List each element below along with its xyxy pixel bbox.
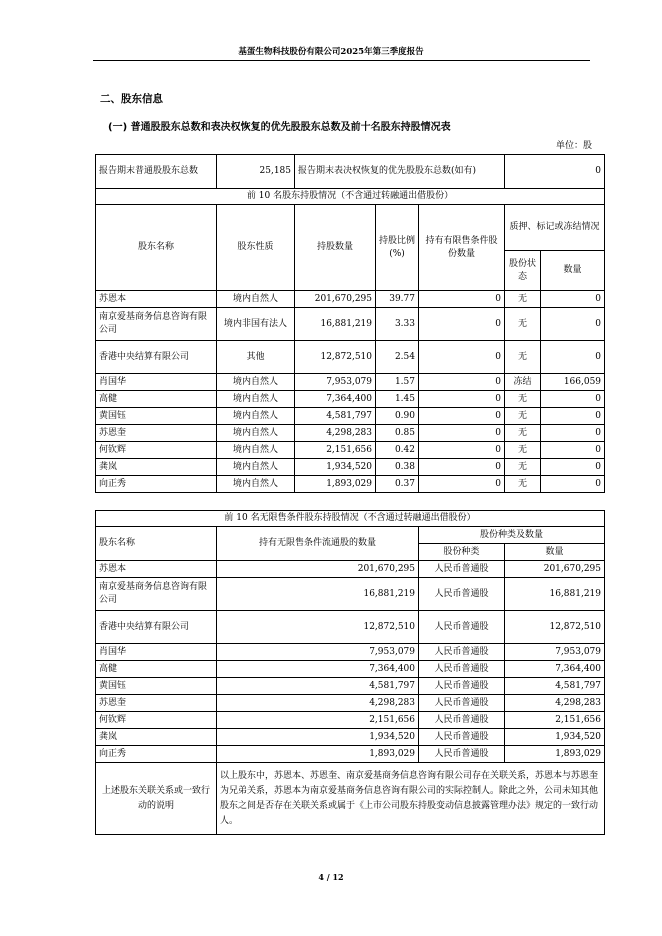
- table-row: [96, 408, 605, 425]
- shares-held: 12,872,510: [295, 341, 376, 374]
- unrestricted-caption: 前 10 名无限售条件股东持股情况（不含通过转融通出借股份）: [96, 511, 605, 527]
- holding-ratio: 0.42: [376, 442, 419, 459]
- restricted-shares: 0: [419, 341, 505, 374]
- shareholder-nature: 境内自然人: [217, 425, 295, 442]
- pledge-status: 无: [505, 442, 541, 459]
- pledge-status: 无: [505, 408, 541, 425]
- summary-row: [96, 155, 605, 189]
- unrestricted-shares: 201,670,295: [217, 561, 419, 578]
- common-holders-label: 报告期末普通股股东总数: [96, 155, 217, 189]
- u-col-header-shares: 持有无限售条件流通股的数量: [217, 527, 419, 561]
- relation-note-label: 上述股东关联关系或一致行动的说明: [96, 763, 217, 835]
- restricted-shares: 0: [419, 408, 505, 425]
- pledge-status: 冻结: [505, 374, 541, 391]
- share-type: 人民币普通股: [419, 712, 505, 729]
- share-type: 人民币普通股: [419, 746, 505, 763]
- unrestricted-shares: 4,298,283: [217, 695, 419, 712]
- pledge-quantity: 0: [541, 442, 605, 459]
- pledge-quantity: 0: [541, 408, 605, 425]
- holding-ratio: 0.85: [376, 425, 419, 442]
- shareholder-nature: 境内自然人: [217, 442, 295, 459]
- shareholder-name: 苏恩奎: [96, 695, 217, 712]
- shareholder-name: 黄国钰: [96, 678, 217, 695]
- table-row: [96, 374, 605, 391]
- u-col-header-type-group: 股份种类及数量: [419, 527, 605, 544]
- shares-held: 1,893,029: [295, 476, 376, 493]
- shareholder-nature: 境内自然人: [217, 291, 295, 308]
- pledge-quantity: 0: [541, 291, 605, 308]
- common-holders-value: 25,185: [217, 155, 295, 189]
- col-header-pledge: 质押、标记或冻结情况: [505, 205, 605, 251]
- col-header-pledge-status: 股份状态: [505, 251, 541, 291]
- share-quantity: 7,364,400: [505, 661, 605, 678]
- share-type: 人民币普通股: [419, 695, 505, 712]
- pledge-quantity: 166,059: [541, 374, 605, 391]
- pledge-status: 无: [505, 459, 541, 476]
- unrestricted-shares: 4,581,797: [217, 678, 419, 695]
- unrestricted-shares: 2,151,656: [217, 712, 419, 729]
- holding-ratio: 39.77: [376, 291, 419, 308]
- table-row: [96, 442, 605, 459]
- page-number: 4 / 12: [318, 872, 344, 882]
- unrestricted-shares: 1,893,029: [217, 746, 419, 763]
- share-type: 人民币普通股: [419, 644, 505, 661]
- share-quantity: 4,581,797: [505, 678, 605, 695]
- restricted-shares: 0: [419, 442, 505, 459]
- share-type: 人民币普通股: [419, 678, 505, 695]
- shareholder-nature: 境内非国有法人: [217, 308, 295, 341]
- pledge-status: 无: [505, 341, 541, 374]
- restricted-shares: 0: [419, 476, 505, 493]
- shares-held: 1,934,520: [295, 459, 376, 476]
- table-row: [96, 291, 605, 308]
- shareholder-name: 黄国钰: [96, 408, 217, 425]
- restricted-shares: 0: [419, 391, 505, 408]
- table-row: [96, 644, 605, 661]
- share-type: 人民币普通股: [419, 611, 505, 644]
- holding-ratio: 0.90: [376, 408, 419, 425]
- shareholder-nature: 境内自然人: [217, 374, 295, 391]
- share-quantity: 1,893,029: [505, 746, 605, 763]
- pledge-status: 无: [505, 391, 541, 408]
- col-header-nature: 股东性质: [217, 205, 295, 291]
- shareholder-name: 何钦辉: [96, 712, 217, 729]
- shareholder-name: 苏恩奎: [96, 425, 217, 442]
- shareholder-nature: 境内自然人: [217, 391, 295, 408]
- share-quantity: 12,872,510: [505, 611, 605, 644]
- unrestricted-shareholders-table: [95, 510, 605, 835]
- pledge-status: 无: [505, 476, 541, 493]
- share-quantity: 1,934,520: [505, 729, 605, 746]
- share-type: 人民币普通股: [419, 561, 505, 578]
- restricted-shares: 0: [419, 425, 505, 442]
- share-quantity: 7,953,079: [505, 644, 605, 661]
- col-header-shares: 持股数量: [295, 205, 376, 291]
- restricted-shares: 0: [419, 374, 505, 391]
- section-title: 二、股东信息: [100, 93, 163, 105]
- share-quantity: 2,151,656: [505, 712, 605, 729]
- holding-ratio: 0.38: [376, 459, 419, 476]
- col-header-ratio: 持股比例(%): [376, 205, 419, 291]
- share-quantity: 16,881,219: [505, 578, 605, 611]
- pledge-quantity: 0: [541, 391, 605, 408]
- pledge-status: 无: [505, 425, 541, 442]
- subsection-title: (一) 普通股股东总数和表决权恢复的优先股股东总数及前十名股东持股情况表: [108, 122, 451, 133]
- col-header-name: 股东名称: [96, 205, 217, 291]
- shareholder-name: 肖国华: [96, 644, 217, 661]
- table-row: [96, 661, 605, 678]
- table-row: [96, 611, 605, 644]
- shareholder-name: 苏恩本: [96, 561, 217, 578]
- preferred-holders-label: 报告期末表决权恢复的优先股股东总数(如有): [295, 155, 505, 189]
- table-row: [96, 746, 605, 763]
- table-row: [96, 391, 605, 408]
- shareholder-name: 高健: [96, 661, 217, 678]
- table-row: [96, 459, 605, 476]
- holding-ratio: 3.33: [376, 308, 419, 341]
- col-header-restricted: 持有有限售条件股份数量: [419, 205, 505, 291]
- shares-held: 4,298,283: [295, 425, 376, 442]
- pledge-quantity: 0: [541, 308, 605, 341]
- table-row: [96, 425, 605, 442]
- share-type: 人民币普通股: [419, 729, 505, 746]
- share-quantity: 201,670,295: [505, 561, 605, 578]
- share-type: 人民币普通股: [419, 578, 505, 611]
- table-row: [96, 561, 605, 578]
- unrestricted-shares: 7,953,079: [217, 644, 419, 661]
- pledge-status: 无: [505, 308, 541, 341]
- share-type: 人民币普通股: [419, 661, 505, 678]
- holding-ratio: 0.37: [376, 476, 419, 493]
- unrestricted-shares: 16,881,219: [217, 578, 419, 611]
- table-row: [96, 308, 605, 341]
- restricted-shares: 0: [419, 291, 505, 308]
- unrestricted-shares: 1,934,520: [217, 729, 419, 746]
- unrestricted-shares: 12,872,510: [217, 611, 419, 644]
- shareholder-name: 南京爱基商务信息咨询有限公司: [96, 308, 217, 341]
- report-header: 基蛋生物科技股份有限公司2025年第三季度报告: [238, 47, 424, 57]
- col-header-pledge-qty: 数量: [541, 251, 605, 291]
- relation-note-text: 以上股东中，苏恩本、苏恩奎、南京爱基商务信息咨询有限公司存在关联关系，苏恩本与苏恩奎为兄弟关系，苏恩本为南京爱基商务信息咨询有限公司的实际控制人。除此之外，公司未知其他股东之间是否存在关联关系或属于《上市公司股东持股变动信息披露管理办法》规定的一致行动人。: [217, 763, 605, 835]
- holding-ratio: 1.45: [376, 391, 419, 408]
- holding-ratio: 1.57: [376, 374, 419, 391]
- table-row: [96, 678, 605, 695]
- u-col-header-type: 股份种类: [419, 544, 505, 561]
- shareholder-name: 向正秀: [96, 746, 217, 763]
- top10-shareholders-table: [95, 154, 605, 493]
- restricted-shares: 0: [419, 459, 505, 476]
- holding-ratio: 2.54: [376, 341, 419, 374]
- shareholder-name: 香港中央结算有限公司: [96, 611, 217, 644]
- shareholder-name: 龚岚: [96, 729, 217, 746]
- pledge-quantity: 0: [541, 459, 605, 476]
- u-col-header-name: 股东名称: [96, 527, 217, 561]
- shareholder-name: 高健: [96, 391, 217, 408]
- u-col-header-qty: 数量: [505, 544, 605, 561]
- share-quantity: 4,298,283: [505, 695, 605, 712]
- table-row: [96, 729, 605, 746]
- restricted-shares: 0: [419, 308, 505, 341]
- shareholder-name: 龚岚: [96, 459, 217, 476]
- shareholder-nature: 境内自然人: [217, 459, 295, 476]
- shares-held: 4,581,797: [295, 408, 376, 425]
- unrestricted-shares: 7,364,400: [217, 661, 419, 678]
- pledge-status: 无: [505, 291, 541, 308]
- table-row: [96, 578, 605, 611]
- shares-held: 201,670,295: [295, 291, 376, 308]
- shareholder-nature: 境内自然人: [217, 408, 295, 425]
- shareholder-name: 肖国华: [96, 374, 217, 391]
- pledge-quantity: 0: [541, 341, 605, 374]
- table-row: [96, 341, 605, 374]
- shares-held: 7,953,079: [295, 374, 376, 391]
- shareholder-name: 何钦辉: [96, 442, 217, 459]
- header-rule: [93, 60, 590, 61]
- pledge-quantity: 0: [541, 476, 605, 493]
- shareholder-nature: 境内自然人: [217, 476, 295, 493]
- shares-held: 2,151,656: [295, 442, 376, 459]
- unit-label: 单位：股: [555, 141, 592, 151]
- preferred-holders-value: 0: [505, 155, 605, 189]
- shareholder-name: 向正秀: [96, 476, 217, 493]
- shares-held: 7,364,400: [295, 391, 376, 408]
- table-row: [96, 695, 605, 712]
- shareholder-name: 苏恩本: [96, 291, 217, 308]
- table-row: [96, 476, 605, 493]
- shareholder-nature: 其他: [217, 341, 295, 374]
- shareholder-name: 香港中央结算有限公司: [96, 341, 217, 374]
- pledge-quantity: 0: [541, 425, 605, 442]
- shareholder-name: 南京爱基商务信息咨询有限公司: [96, 578, 217, 611]
- shares-held: 16,881,219: [295, 308, 376, 341]
- top10-caption: 前 10 名股东持股情况（不含通过转融通出借股份）: [96, 189, 605, 205]
- table-row: [96, 712, 605, 729]
